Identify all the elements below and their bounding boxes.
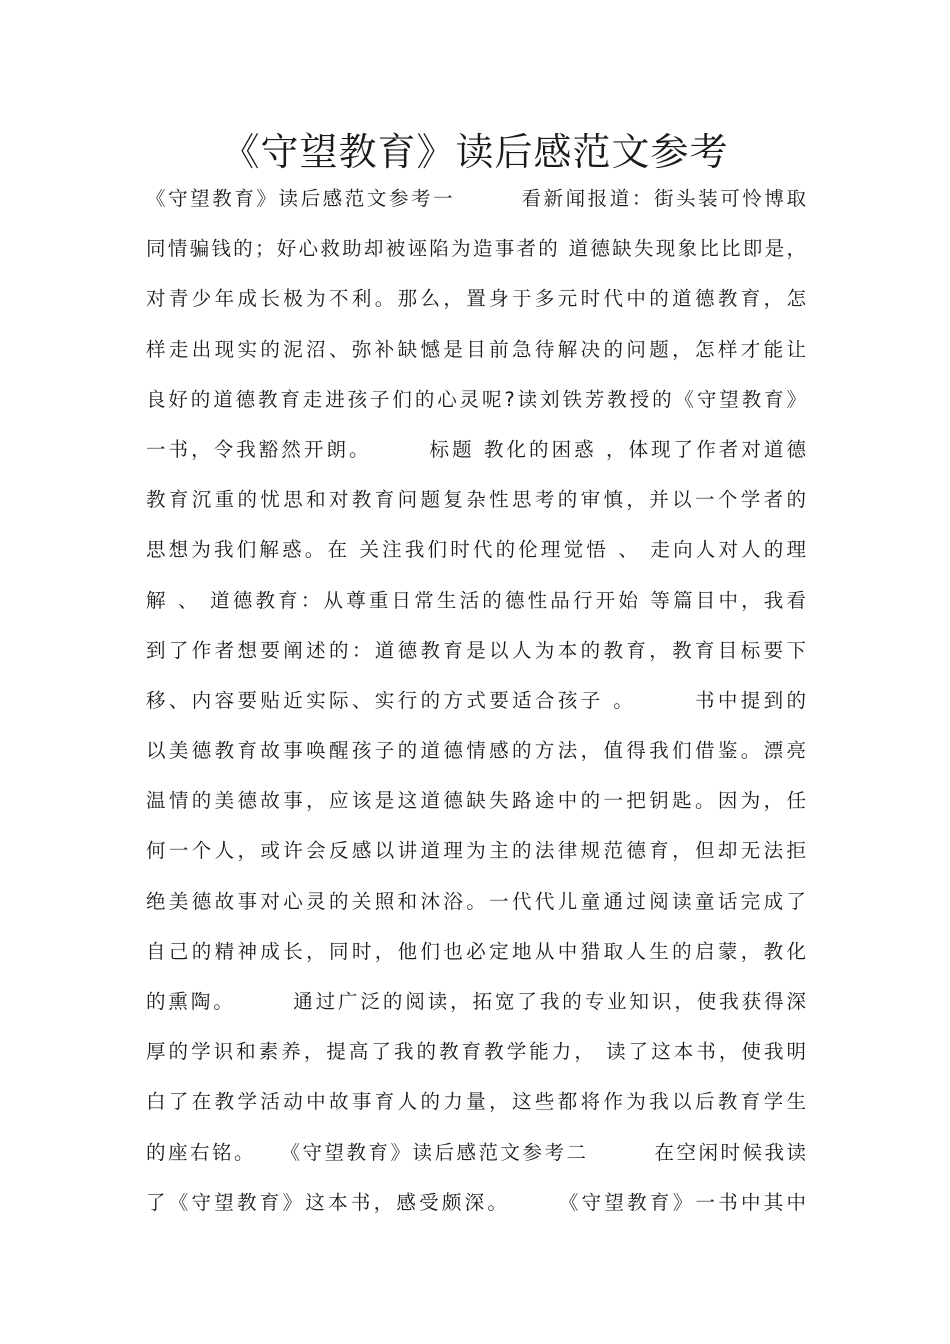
text-line: 一书，令我豁然开朗。 标题 教化的困惑 ，体现了作者对道德 — [146, 437, 806, 461]
text-line: 思想为我们解惑。在 关注我们时代的伦理觉悟 、 走向人对人的理 — [146, 538, 806, 562]
text-line: 教育沉重的忧思和对教育问题复杂性思考的审慎，并以一个学者的 — [146, 488, 806, 512]
text-line: 良好的道德教育走进孩子们的心灵呢?读刘铁芳教授的《守望教育》 — [146, 387, 806, 411]
text-line: 样走出现实的泥沼、弥补缺憾是目前急待解决的问题，怎样才能让 — [146, 337, 806, 361]
text-line: 白了在教学活动中故事育人的力量，这些都将作为我以后教育学生 — [146, 1090, 806, 1114]
text-line: 了《守望教育》这本书，感受颇深。 《守望教育》一书中其中 — [146, 1190, 806, 1214]
text-line: 厚的学识和素养，提高了我的教育教学能力， 读了这本书，使我明 — [146, 1040, 806, 1064]
text-line: 绝美德故事对心灵的关照和沐浴。一代代儿童通过阅读童话完成了 — [146, 889, 806, 913]
text-line: 对青少年成长极为不利。那么，置身于多元时代中的道德教育，怎 — [146, 287, 806, 311]
text-line: 自己的精神成长，同时，他们也必定地从中猎取人生的启蒙，教化 — [146, 939, 806, 963]
text-line: 解 、 道德教育：从尊重日常生活的德性品行开始 等篇目中，我看 — [146, 588, 806, 612]
text-line: 到了作者想要阐述的：道德教育是以人为本的教育，教育目标要下 — [146, 638, 806, 662]
text-line: 温情的美德故事，应该是这道德缺失路途中的一把钥匙。因为，任 — [146, 789, 806, 813]
text-line: 同情骗钱的；好心救助却被诬陷为造事者的 道德缺失现象比比即是， — [146, 237, 806, 261]
text-line: 移、内容要贴近实际、实行的方式要适合孩子 。 书中提到的 — [146, 688, 806, 712]
document-title: 《守望教育》读后感范文参考 — [221, 130, 729, 174]
text-line: 的熏陶。 通过广泛的阅读，拓宽了我的专业知识，使我获得深 — [146, 990, 806, 1013]
document-body — [146, 174, 806, 1228]
text-line: 何一个人，或许会反感以讲道理为主的法律规范德育，但却无法拒 — [146, 839, 806, 863]
text-line: 以美德教育故事唤醒孩子的道德情感的方法，值得我们借鉴。漂亮 — [146, 739, 806, 763]
text-line: 《守望教育》读后感范文参考一 看新闻报道：街头装可怜博取 — [146, 187, 806, 210]
text-line: 的座右铭。 《守望教育》读后感范文参考二 在空闲时候我读 — [146, 1140, 806, 1164]
